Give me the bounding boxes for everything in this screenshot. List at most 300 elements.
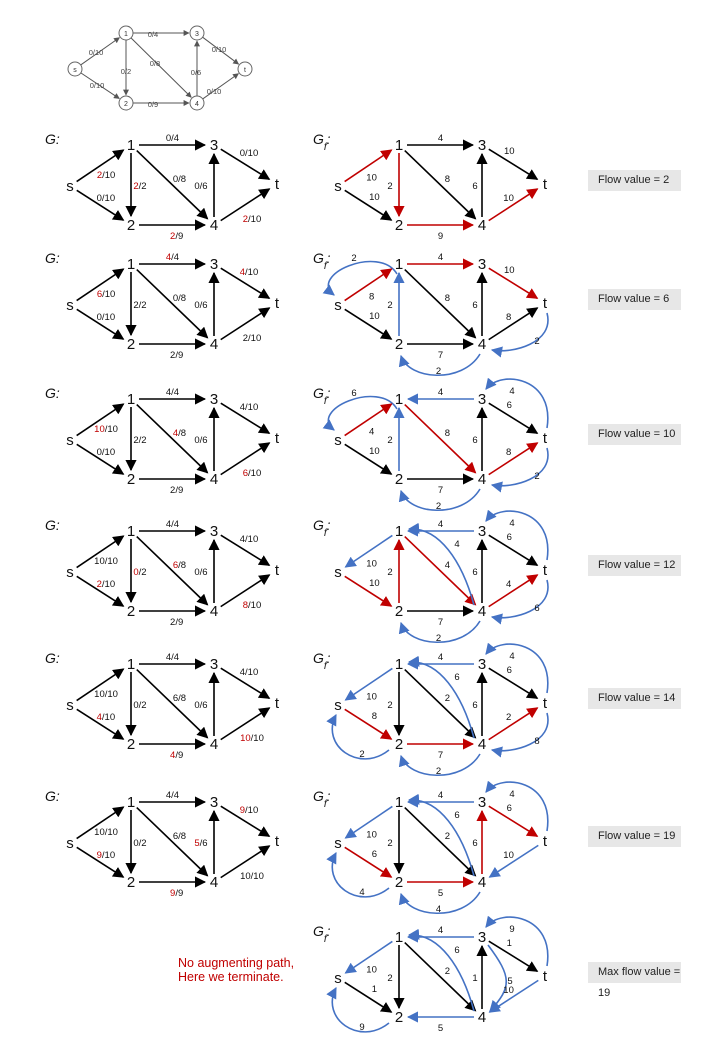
gf2-edge-label-s-2: 10	[369, 446, 380, 458]
g1-edge-label-s-2	[97, 312, 116, 323]
gf2-edge-label-4-3: 6	[472, 435, 478, 446]
edge-flow: 6	[172, 830, 179, 842]
edge-flow: 6	[242, 468, 249, 479]
gf0-edge-label-4-t: 10	[503, 192, 514, 204]
g4-node-4: 4	[209, 736, 219, 753]
gf-label-0: $G_f$:	[313, 131, 331, 153]
g4-edge-label-s-1	[94, 689, 118, 700]
gf6-node-1: 1	[394, 929, 404, 946]
g1-edge-label-4-t	[243, 333, 262, 344]
edge-capacity: /10	[104, 555, 118, 567]
edge-capacity: /6	[199, 181, 208, 192]
g3-edge-label-1-2	[133, 567, 146, 578]
g0-node-t: t	[274, 176, 280, 193]
edge-capacity: /8	[178, 559, 187, 571]
edge-capacity: /10	[248, 333, 262, 344]
edge-capacity: /10	[248, 468, 262, 479]
g-label-1: G:	[45, 250, 60, 266]
gf0-edge-label-1-2: 2	[387, 181, 393, 192]
gf1-node-4: 4	[477, 336, 487, 353]
gf5-edge-1-4	[405, 808, 476, 876]
orig-node-s: s	[73, 67, 77, 74]
g5-node-t: t	[274, 833, 280, 850]
gf6-node-t: t	[542, 968, 548, 985]
g4-node-s: s	[66, 697, 74, 714]
gf3-node-4: 4	[477, 603, 487, 620]
g1-node-4: 4	[209, 336, 219, 353]
gf2-edge-1-s	[328, 397, 397, 430]
g0-node-4: 4	[209, 217, 219, 234]
gf3-edge-4-t	[489, 575, 538, 607]
gf0-node-3: 3	[477, 137, 487, 154]
g1-edge-label-3-t	[240, 267, 259, 278]
edge-capacity: /2	[138, 700, 147, 711]
gf4-edge-label-2-s: 2	[359, 749, 365, 760]
edge-flow: 4	[239, 267, 246, 278]
g0-edge-label-3-t	[240, 148, 259, 159]
edge-flow: 4	[170, 750, 176, 761]
edge-capacity: /8	[178, 830, 187, 842]
gf5-edge-label-4-3: 6	[472, 838, 478, 849]
orig-edge-label-1-3: 0/4	[147, 30, 159, 39]
gf5-node-1: 1	[394, 794, 404, 811]
edge-flow: 6	[172, 692, 179, 704]
edge-capacity: /9	[175, 485, 184, 496]
g2-node-2: 2	[126, 471, 136, 488]
edge-flow: 6	[96, 288, 103, 300]
edge-flow: 0	[172, 292, 179, 304]
g4-node-1: 1	[126, 656, 136, 673]
orig-edge-label-2-4: 0/9	[147, 100, 159, 109]
gf2-edge-3-t	[489, 403, 538, 433]
gf4-edge-4-t	[489, 708, 538, 740]
g4-edge-label-1-2	[133, 700, 146, 711]
edge-flow: 4	[172, 427, 179, 439]
gf0-node-s: s	[334, 178, 342, 195]
gf1-node-t: t	[542, 295, 548, 312]
orig-edge-label-3-t: 0/10	[211, 45, 227, 54]
gf-label-1: $G_f$:	[313, 250, 331, 272]
edge-capacity: /6	[199, 567, 208, 578]
gf4-edge-label-4-t: 2	[505, 711, 512, 723]
gf1-node-1: 1	[394, 256, 404, 273]
g-label-2: G:	[45, 385, 60, 401]
g1-node-2: 2	[126, 336, 136, 353]
gf4-edge-label-1-4: 2	[444, 692, 451, 704]
edge-flow: 0	[133, 838, 139, 849]
gf5-edge-label-3-1: 4	[437, 790, 444, 801]
gf1-edge-label-1-s: 2	[351, 253, 357, 264]
edge-flow: 0	[194, 567, 200, 578]
edge-flow: 2	[96, 169, 103, 181]
termination-note: No augmenting path, Here we terminate.	[178, 956, 295, 984]
g2-node-3: 3	[209, 391, 219, 408]
gf0-edge-label-s-1: 10	[366, 172, 377, 184]
edge-capacity: /10	[248, 214, 262, 225]
g4-edge-label-3-t	[240, 667, 259, 678]
gf5-edge-label-t-4: 10	[503, 849, 514, 861]
gf2-node-3: 3	[477, 391, 487, 408]
gf4-edge-s-2	[345, 709, 392, 739]
edge-capacity: /10	[101, 312, 116, 324]
edge-capacity: /6	[199, 300, 208, 311]
g4-node-2: 2	[126, 736, 136, 753]
g1-node-1: 1	[126, 256, 136, 273]
orig-node-1: 1	[124, 31, 128, 38]
g3-edge-label-4-3	[194, 567, 207, 578]
gf2-node-s: s	[334, 432, 342, 449]
gf3-edge-label-1-s: 10	[366, 558, 377, 570]
g2-node-4: 4	[209, 471, 219, 488]
g1-edge-label-2-4	[170, 350, 183, 361]
g0-edge-label-s-2	[97, 193, 116, 204]
gf2-edge-label-t-3: 4	[509, 386, 515, 397]
g0-node-1: 1	[126, 137, 136, 154]
gf-label-6: $G_f$:	[313, 923, 331, 945]
gf3-node-s: s	[334, 564, 342, 581]
g0-node-s: s	[66, 178, 74, 195]
gf0-node-t: t	[542, 176, 548, 193]
g-label-5: G:	[45, 788, 60, 804]
edge-flow: 2	[242, 214, 249, 225]
gf5-node-4: 4	[477, 874, 487, 891]
gf5-edge-label-1-2: 2	[387, 838, 393, 849]
gf1-edge-label-t-4: 2	[534, 336, 540, 347]
g2-edge-label-3-t	[240, 402, 259, 413]
gf3-node-3: 3	[477, 523, 487, 540]
g1-edge-label-s-1	[97, 289, 116, 300]
gf1-edge-label-1-3: 4	[437, 252, 444, 263]
g5-edge-label-3-t	[240, 805, 259, 816]
g3-edge-label-s-2	[97, 579, 116, 590]
gf3-edge-label-1-4: 4	[444, 559, 451, 571]
gf0-node-2: 2	[394, 217, 404, 234]
gf4-edge-label-3-t: 6	[506, 665, 512, 677]
edge-flow: 10	[240, 733, 251, 744]
gf5-node-t: t	[542, 833, 548, 850]
edge-flow: 9	[170, 888, 176, 899]
g0-node-3: 3	[209, 137, 219, 154]
gf0-node-4: 4	[477, 217, 487, 234]
g3-node-3: 3	[209, 523, 219, 540]
gf2-node-4: 4	[477, 471, 487, 488]
orig-edge-label-s-2: 0/10	[89, 81, 105, 90]
g0-edge-label-4-t	[243, 214, 262, 225]
gf2-edge-label-1-s: 6	[351, 388, 357, 399]
orig-node-4: 4	[195, 101, 199, 108]
gf5-edge-label-1-4: 2	[444, 830, 451, 842]
edge-flow: 2	[170, 617, 176, 628]
gf4-edge-label-2-4: 7	[437, 750, 444, 761]
edge-flow: 4	[239, 667, 246, 678]
gf2-edge-label-t-4: 2	[534, 471, 540, 482]
edge-flow: 4	[165, 387, 172, 398]
g4-edge-label-4-t	[240, 733, 264, 744]
edge-flow: 4	[239, 402, 246, 413]
edge-capacity: /2	[138, 838, 147, 849]
g4-edge-label-1-3	[166, 652, 179, 663]
gf2-edge-label-2-4: 7	[437, 485, 444, 496]
edge-capacity: /9	[175, 231, 184, 242]
gf2-edge-label-4-t: 8	[505, 446, 512, 458]
edge-capacity: /4	[171, 519, 180, 530]
edge-flow: 4	[165, 519, 172, 530]
gf3-edge-label-s-2: 10	[369, 578, 380, 590]
orig-edge-label-s-1: 0/10	[88, 48, 104, 57]
gf1-edge-label-4-t: 8	[505, 311, 512, 323]
gf4-edge-label-4-3: 6	[472, 700, 478, 711]
g3-edge-label-1-4	[173, 560, 186, 571]
orig-edge-1-4	[131, 38, 191, 97]
orig-edge-label-1-4: 0/8	[149, 59, 161, 68]
gf3-edge-label-3-1: 4	[437, 519, 444, 530]
g3-edge-label-3-t	[240, 534, 259, 545]
g5-node-s: s	[66, 835, 74, 852]
gf6-edge-t-4	[490, 980, 539, 1012]
gf3-edge-label-t-3: 4	[509, 518, 515, 529]
edge-capacity: /10	[101, 447, 116, 459]
edge-capacity: /6	[199, 838, 208, 849]
edge-capacity: /2	[138, 300, 147, 311]
g5-edge-label-2-4	[170, 888, 183, 899]
gf0-edge-s-2	[345, 190, 392, 220]
g2-edge-label-1-3	[166, 387, 179, 398]
gf4-edge-label-3-1: 4	[437, 652, 444, 663]
gf5-node-2: 2	[394, 874, 404, 891]
g4-node-3: 3	[209, 656, 219, 673]
g5-node-1: 1	[126, 794, 136, 811]
g2-edge-label-1-4	[173, 428, 186, 439]
edge-flow: 10	[240, 871, 251, 882]
edge-flow: 0	[96, 193, 102, 205]
gf6-edge-label-4-3: 1	[472, 973, 478, 984]
gf3-node-t: t	[542, 562, 548, 579]
gf6-edge-1-4	[405, 943, 476, 1011]
gf4-edge-label-4-2: 2	[435, 766, 442, 777]
gf6-edge-label-s-2: 1	[371, 984, 378, 996]
gf3-edge-1-4	[405, 537, 476, 605]
orig-node-t: t	[244, 67, 246, 74]
gf1-edge-label-2-4: 7	[437, 350, 444, 361]
gf5-edge-label-3-t: 6	[506, 803, 512, 815]
g2-edge-label-1-2	[133, 435, 146, 446]
edge-flow: 5	[194, 838, 200, 849]
gf4-edge-label-1-2: 2	[387, 700, 393, 711]
edge-flow: 10	[94, 826, 105, 838]
g4-edge-label-s-2	[97, 712, 116, 723]
gf2-edge-s-2	[345, 444, 392, 474]
g2-edge-label-s-1	[94, 424, 118, 435]
edge-flow: 10	[94, 555, 105, 567]
gf3-edge-label-2-1: 2	[387, 567, 393, 578]
g3-edge-label-s-1	[94, 556, 118, 567]
flow-value-badge-1: Flow value = 2	[588, 170, 681, 191]
gf6-edge-label-3-1: 4	[437, 925, 444, 936]
edge-flow: 0	[96, 447, 102, 459]
gf0-edge-label-2-4: 9	[437, 231, 444, 242]
g0-edge-label-s-1	[97, 170, 116, 181]
gf1-edge-s-2	[345, 309, 392, 339]
edge-capacity: /2	[138, 181, 147, 192]
gf4-node-3: 3	[477, 656, 487, 673]
edge-capacity: /8	[178, 692, 187, 704]
gf6-node-4: 4	[477, 1009, 487, 1026]
gf2-edge-label-3-1: 4	[437, 387, 444, 398]
edge-flow: 2	[96, 579, 102, 591]
gf0-edge-label-1-3: 4	[437, 133, 444, 144]
edge-flow: 0	[194, 435, 200, 446]
g2-edge-label-s-2	[97, 447, 116, 458]
g4-node-t: t	[274, 695, 280, 712]
edge-flow: 4	[165, 790, 172, 801]
edge-capacity: /4	[171, 252, 180, 263]
gf3-edge-label-2-4: 7	[437, 617, 444, 628]
g3-edge-label-2-4	[170, 617, 183, 628]
edge-flow: 0	[133, 567, 139, 578]
gf3-node-2: 2	[394, 603, 404, 620]
flow-value-badge-6: Flow value = 19	[588, 826, 681, 847]
edge-flow: 9	[239, 805, 246, 816]
gf6-node-2: 2	[394, 1009, 404, 1026]
gf5-edge-s-2	[345, 847, 392, 877]
gf1-edge-label-4-3: 6	[472, 300, 478, 311]
gf6-node-s: s	[334, 970, 342, 987]
edge-flow: 8	[242, 600, 249, 611]
gf3-edge-label-4-2: 2	[435, 633, 442, 644]
edge-flow: 4	[165, 652, 172, 663]
edge-capacity: /2	[138, 435, 147, 446]
gf3-edge-label-4-3: 6	[472, 567, 478, 578]
g3-edge-label-4-t	[243, 600, 262, 611]
gf3-edge-label-t-4: 6	[534, 603, 540, 614]
g1-edge-label-1-4	[173, 293, 186, 304]
g3-node-2: 2	[126, 603, 136, 620]
gf4-edge-label-1-s: 10	[366, 691, 377, 703]
gf2-edge-4-t	[489, 443, 538, 475]
edge-capacity: /10	[250, 871, 264, 882]
edge-capacity: /9	[175, 750, 184, 761]
gf5-edge-label-4-2: 4	[435, 904, 442, 915]
edge-capacity: /8	[178, 292, 187, 304]
edge-flow: 9	[96, 850, 102, 862]
edge-capacity: /10	[104, 423, 118, 435]
edge-flow: 0	[239, 148, 246, 159]
gf0-edge-1-4	[405, 151, 476, 219]
g2-edge-label-2-4	[170, 485, 183, 496]
g5-edge-label-s-2	[97, 850, 116, 861]
edge-flow: 4	[239, 534, 246, 545]
gf-label-3: $G_f$:	[313, 517, 331, 539]
g4-edge-label-4-3	[194, 700, 207, 711]
g2-node-t: t	[274, 430, 280, 447]
edge-capacity: /6	[199, 700, 208, 711]
flow-value-badge-2: Flow value = 6	[588, 289, 681, 310]
edge-capacity: /10	[101, 579, 116, 591]
edge-capacity: /10	[245, 148, 259, 159]
edge-capacity: /8	[178, 427, 187, 439]
g5-edge-label-4-t	[240, 871, 264, 882]
g1-node-t: t	[274, 295, 280, 312]
gf6-edge-s-2	[345, 982, 392, 1012]
g0-node-2: 2	[126, 217, 136, 234]
gf5-node-s: s	[334, 835, 342, 852]
g2-edge-label-4-3	[194, 435, 207, 446]
gf1-edge-label-2-1: 2	[387, 300, 393, 311]
edge-flow: 4	[96, 712, 102, 724]
gf1-edge-label-s-1: 8	[368, 291, 375, 303]
gf0-edge-label-1-4: 8	[444, 173, 451, 185]
g3-node-4: 4	[209, 603, 219, 620]
gf6-edge-3-4	[488, 945, 506, 1011]
g5-edge-label-4-3	[194, 838, 207, 849]
g3-edge-label-1-3	[166, 519, 179, 530]
gf1-edge-label-s-2: 10	[369, 311, 380, 323]
edge-capacity: /8	[178, 173, 187, 185]
gf2-node-1: 1	[394, 391, 404, 408]
g2-edge-label-4-t	[243, 468, 262, 479]
gf-label-2: $G_f$:	[313, 385, 331, 407]
gf4-edge-label-t-4: 8	[534, 736, 540, 747]
edge-capacity: /10	[101, 850, 116, 862]
edge-capacity: /4	[171, 790, 180, 801]
edge-flow: 10	[94, 423, 105, 435]
edge-capacity: /9	[175, 350, 184, 361]
edge-flow: 2	[133, 181, 139, 192]
gf5-edge-3-t	[489, 806, 538, 836]
max-flow-value-badge: Max flow value = 19	[588, 962, 681, 983]
edge-capacity: /10	[250, 733, 264, 744]
edge-capacity: /4	[171, 133, 180, 144]
edge-capacity: /10	[101, 712, 116, 724]
edge-capacity: /2	[138, 567, 147, 578]
gf5-edge-label-s-2: 6	[371, 849, 378, 861]
edge-capacity: /9	[175, 888, 184, 899]
gf1-node-s: s	[334, 297, 342, 314]
gf2-edge-label-3-t: 6	[506, 400, 512, 412]
flow-value-badge-3: Flow value = 10	[588, 424, 681, 445]
g-label-0: G:	[45, 131, 60, 147]
edge-flow: 0	[96, 312, 102, 324]
gf6-edge-label-2-s: 9	[359, 1022, 365, 1033]
orig-edge-label-1-2: 0/2	[120, 67, 132, 76]
edge-flow: 2	[170, 231, 176, 242]
g5-node-4: 4	[209, 874, 219, 891]
gf3-edge-s-2	[345, 576, 392, 606]
orig-edge-label-4-3: 0/6	[190, 68, 202, 77]
edge-capacity: /10	[104, 826, 118, 838]
g4-edge-label-1-4	[173, 693, 186, 704]
flow-value-badge-4: Flow value = 12	[588, 555, 681, 576]
edge-flow: 4	[165, 252, 172, 263]
edge-flow: 0	[194, 181, 200, 192]
gf2-edge-1-4	[405, 405, 476, 473]
edge-capacity: /9	[175, 617, 184, 628]
edge-flow: 2	[133, 435, 139, 446]
edge-capacity: /10	[245, 534, 259, 545]
gf5-edge-label-4-1: 6	[454, 810, 460, 821]
g1-edge-label-4-3	[194, 300, 207, 311]
gf3-edge-3-t	[489, 535, 538, 565]
g4-edge-label-2-4	[170, 750, 183, 761]
g3-node-t: t	[274, 562, 280, 579]
g1-edge-label-1-2	[133, 300, 146, 311]
g5-node-2: 2	[126, 874, 136, 891]
gf1-edge-label-3-t: 10	[504, 265, 515, 277]
gf2-edge-label-4-2: 2	[435, 501, 442, 512]
gf3-edge-label-3-t: 6	[506, 532, 512, 544]
gf4-node-s: s	[334, 697, 342, 714]
gf6-edge-label-t-3: 9	[509, 924, 515, 935]
